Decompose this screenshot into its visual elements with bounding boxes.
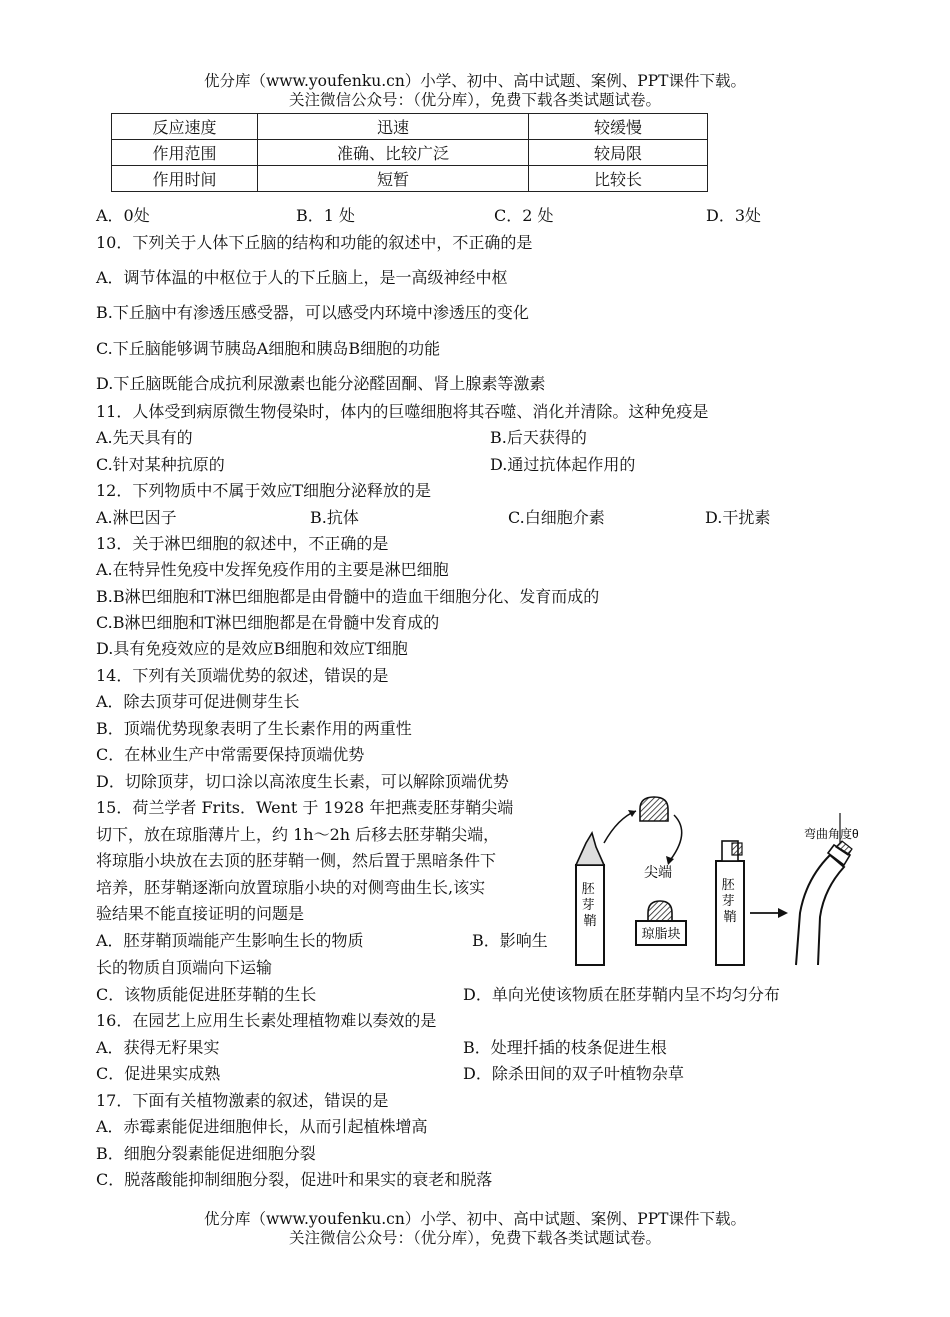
coleoptile-experiment-figure bbox=[568, 793, 888, 993]
page-header bbox=[0, 72, 950, 110]
q17-stem: 17．下面有关植物激素的叙述，错误的是 bbox=[96, 1091, 389, 1110]
q9-option-c: C．2 处 bbox=[494, 206, 554, 225]
table-cell: 比较长 bbox=[529, 166, 708, 192]
header-line-1: 优分库（www.youfenku.cn）小学、初中、高中试题、案例、PPT课件下载。 bbox=[203, 72, 747, 90]
table-cell: 反应速度 bbox=[112, 114, 258, 140]
q9-option-d: D．3处 bbox=[706, 206, 762, 225]
coleoptile-label-2 bbox=[722, 877, 739, 924]
q14-option-c: C．在林业生产中常需要保持顶端优势 bbox=[96, 745, 365, 764]
removed-tip bbox=[640, 797, 668, 821]
table-row bbox=[112, 166, 708, 192]
q16-stem: 16．在园艺上应用生长素处理植物难以奏效的是 bbox=[96, 1011, 437, 1030]
arrowhead bbox=[778, 908, 788, 918]
coleoptile-label-1 bbox=[582, 881, 599, 928]
q10-option-c: C.下丘脑能够调节胰岛A细胞和胰岛B细胞的功能 bbox=[96, 339, 441, 358]
q10-option-d: D.下丘脑既能合成抗利尿激素也能分泌醛固酮、肾上腺素等激素 bbox=[96, 374, 546, 393]
q13-option-b: B.B淋巴细胞和T淋巴细胞都是由骨髓中的造血干细胞分化、发育而成的 bbox=[96, 587, 600, 606]
table-row bbox=[112, 140, 708, 166]
q15-option-c: C．该物质能促进胚芽鞘的生长 bbox=[96, 985, 317, 1004]
q12-option-d: D.干扰素 bbox=[705, 508, 771, 527]
q16-option-c: C．促进果实成熟 bbox=[96, 1064, 221, 1083]
q13-option-a: A.在特异性免疫中发挥免疫作用的主要是淋巴细胞 bbox=[96, 560, 449, 579]
agar-label: 琼脂块 bbox=[641, 926, 681, 941]
table-row bbox=[112, 114, 708, 140]
q11-option-a: A.先天具有的 bbox=[96, 428, 193, 447]
table-cell: 作用范围 bbox=[112, 140, 258, 166]
tip-on-agar bbox=[648, 901, 672, 921]
q15-stem-line-5: 验结果不能直接证明的问题是 bbox=[96, 904, 305, 923]
q16-option-b: B．处理扦插的枝条促进生根 bbox=[463, 1038, 667, 1057]
q17-option-b: B．细胞分裂素能促进细胞分裂 bbox=[96, 1144, 316, 1163]
coleoptile-char-1: 胚 bbox=[581, 881, 595, 896]
page-footer bbox=[0, 1210, 950, 1248]
q16-option-d: D．除杀田间的双子叶植物杂草 bbox=[463, 1064, 684, 1083]
q15-option-a: A．胚芽鞘顶端能产生影响生长的物质 bbox=[96, 931, 364, 950]
q14-stem: 14．下列有关顶端优势的叙述，错误的是 bbox=[96, 666, 389, 685]
comparison-table bbox=[111, 113, 708, 192]
q16-option-a: A．获得无籽果实 bbox=[96, 1038, 220, 1057]
q9-option-a: A．0处 bbox=[96, 206, 150, 225]
q11-option-c: C.针对某种抗原的 bbox=[96, 455, 225, 474]
q17-option-c: C．脱落酸能抑制细胞分裂，促进叶和果实的衰老和脱落 bbox=[96, 1170, 493, 1189]
coleoptile-char-1: 胚 bbox=[721, 877, 735, 892]
q13-option-d: D.具有免疫效应的是效应B细胞和效应T细胞 bbox=[96, 639, 408, 658]
q15-option-b-cont: 长的物质自顶端向下运输 bbox=[96, 958, 273, 977]
table-cell: 准确、比较广泛 bbox=[258, 140, 529, 166]
arrow-down bbox=[668, 815, 682, 863]
table-cell: 较局限 bbox=[529, 140, 708, 166]
q9-option-b: B．1 处 bbox=[296, 206, 356, 225]
q11-option-b: B.后天获得的 bbox=[490, 428, 587, 447]
coleoptile-char-2: 芽 bbox=[721, 893, 735, 908]
header-line-2: 关注微信公众号：（优分库），免费下载各类试题试卷。 bbox=[288, 91, 661, 109]
q15-stem-line-4: 培养，胚芽鞘逐渐向放置琼脂小块的对侧弯曲生长,该实 bbox=[96, 878, 486, 897]
q15-option-d: D．单向光使该物质在胚芽鞘内呈不均匀分布 bbox=[463, 985, 780, 1004]
table-cell: 迅速 bbox=[258, 114, 529, 140]
q12-option-b: B.抗体 bbox=[310, 508, 359, 527]
q10-option-b: B.下丘脑中有渗透压感受器，可以感受内环境中渗透压的变化 bbox=[96, 303, 529, 322]
coleoptile-char-2: 芽 bbox=[581, 897, 595, 912]
q10-option-a: A．调节体温的中枢位于人的下丘脑上，是一高级神经中枢 bbox=[96, 268, 508, 287]
arrow-to-tip bbox=[604, 811, 636, 843]
q14-option-a: A．除去顶芽可促进侧芽生长 bbox=[96, 692, 300, 711]
table-cell: 作用时间 bbox=[112, 166, 258, 192]
coleoptile-char-3: 鞘 bbox=[723, 909, 737, 924]
q17-option-a: A．赤霉素能促进细胞伸长，从而引起植株增高 bbox=[96, 1117, 428, 1136]
tip-label: 尖端 bbox=[644, 864, 672, 880]
q12-option-a: A.淋巴因子 bbox=[96, 508, 177, 527]
footer-line-2: 关注微信公众号：（优分库），免费下载各类试题试卷。 bbox=[288, 1229, 661, 1247]
table-cell: 短暂 bbox=[258, 166, 529, 192]
q13-option-c: C.B淋巴细胞和T淋巴细胞都是在骨髓中发育成的 bbox=[96, 613, 440, 632]
q15-stem-line-3: 将琼脂小块放在去顶的胚芽鞘一侧，然后置于黑暗条件下 bbox=[96, 851, 497, 870]
q11-option-d: D.通过抗体起作用的 bbox=[490, 455, 636, 474]
q12-stem: 12．下列物质中不属于效应T细胞分泌释放的是 bbox=[96, 481, 432, 500]
q13-stem: 13．关于淋巴细胞的叙述中，不正确的是 bbox=[96, 534, 389, 553]
q14-option-b: B．顶端优势现象表明了生长素作用的两重性 bbox=[96, 719, 412, 738]
q15-option-b-start: B．影响生 bbox=[472, 931, 548, 950]
q11-stem: 11．人体受到病原微生物侵染时，体内的巨噬细胞将其吞噬、消化并清除。这种免疫是 bbox=[96, 402, 709, 421]
table-cell: 较缓慢 bbox=[529, 114, 708, 140]
bend-angle-label: 弯曲角度θ bbox=[804, 827, 859, 841]
decapitated-coleoptile bbox=[716, 841, 744, 965]
q15-stem-line-2: 切下，放在琼脂薄片上，约 1h～2h 后移去胚芽鞘尖端， bbox=[96, 825, 500, 844]
footer-line-1: 优分库（www.youfenku.cn）小学、初中、高中试题、案例、PPT课件下载。 bbox=[203, 1210, 747, 1228]
coleoptile-char-3: 鞘 bbox=[583, 913, 597, 928]
q15-stem-line-1: 15．荷兰学者 Frits．Went 于 1928 年把燕麦胚芽鞘尖端 bbox=[96, 798, 514, 817]
q14-option-d: D．切除顶芽，切口涂以高浓度生长素，可以解除顶端优势 bbox=[96, 772, 509, 791]
q12-option-c: C.白细胞介素 bbox=[508, 508, 605, 527]
intact-coleoptile bbox=[576, 833, 604, 965]
q10-stem: 10．下列关于人体下丘脑的结构和功能的叙述中，不正确的是 bbox=[96, 233, 533, 252]
